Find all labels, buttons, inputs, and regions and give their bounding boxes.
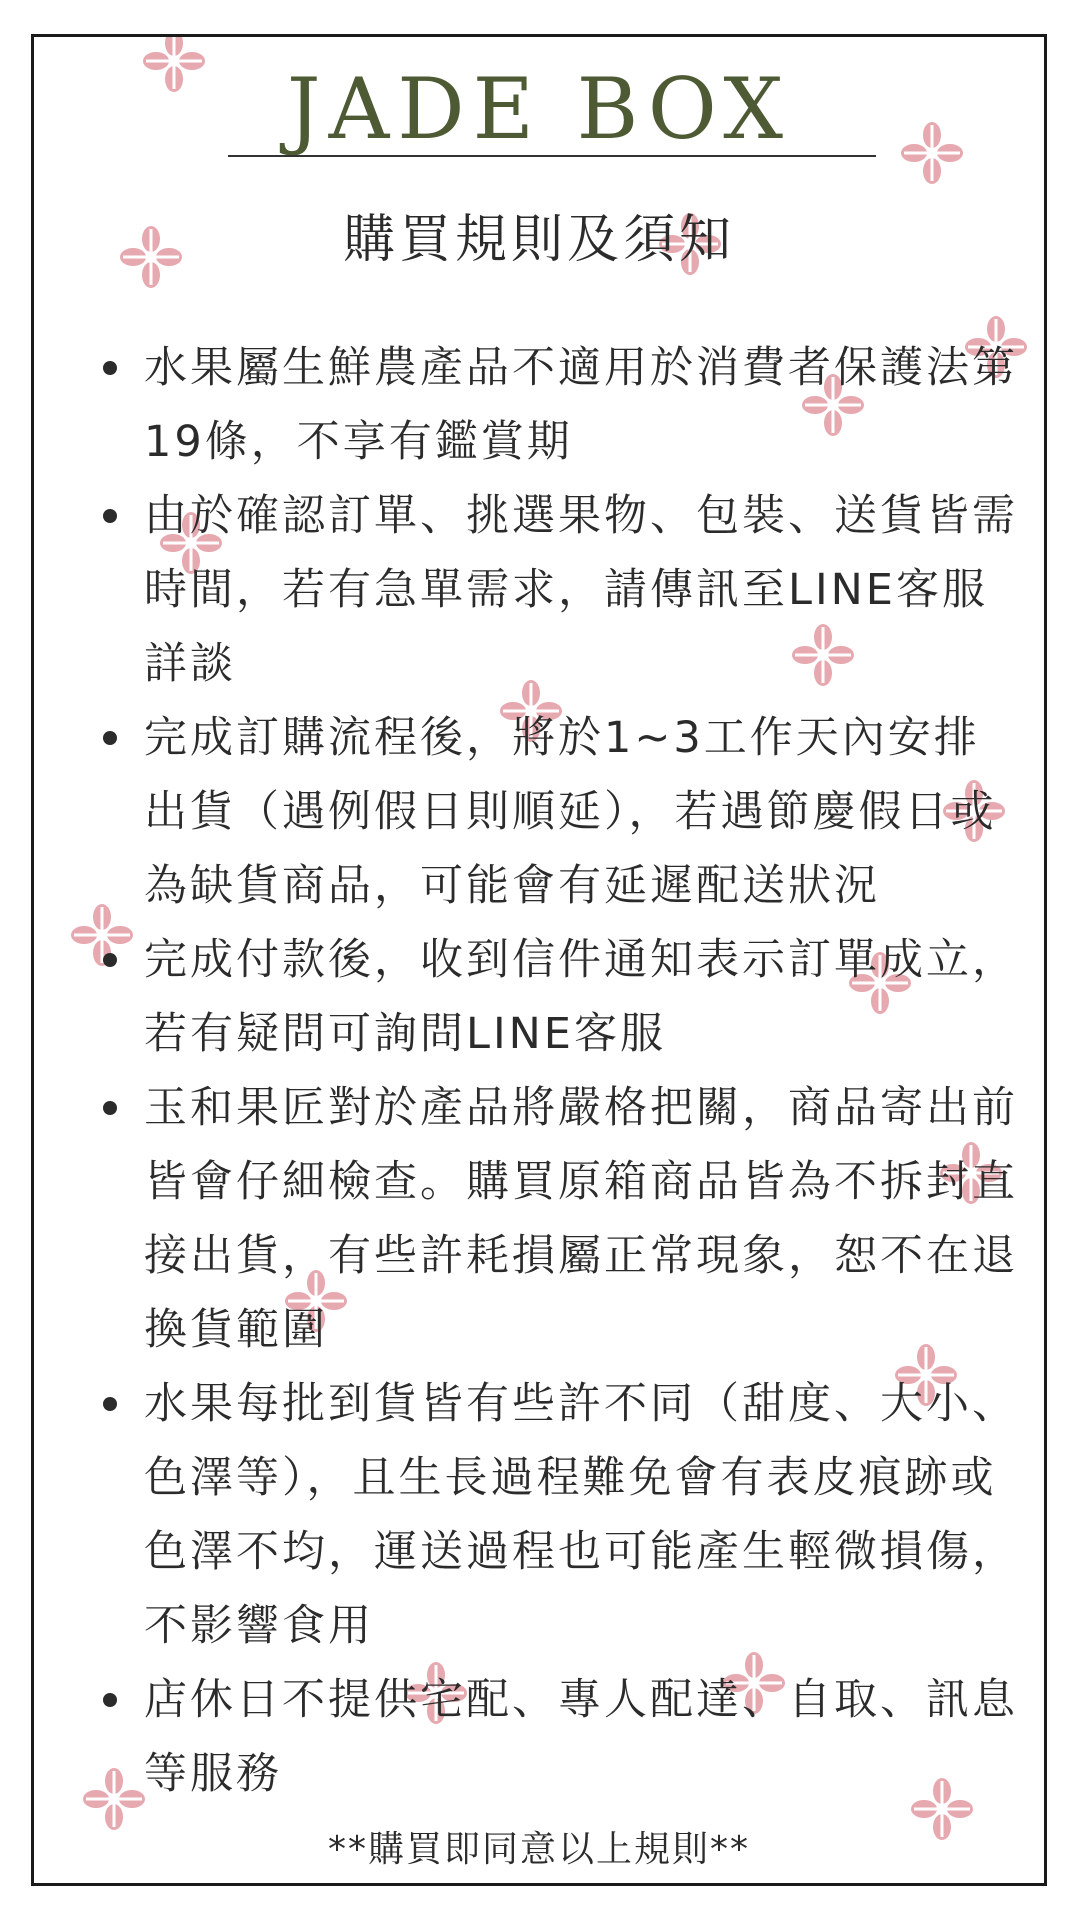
bullet-icon [103, 509, 117, 523]
bullet-icon [103, 1101, 117, 1115]
rule-text: 完成付款後，收到信件通知表示訂單成立，若有疑問可詢問LINE客服 [144, 935, 1018, 1059]
list-item [89, 1071, 1024, 1367]
rule-text: 由於確認訂單、挑選果物、包裝、送貨皆需時間，若有急單需求，請傳訊至LINE客服詳談 [144, 491, 1018, 689]
bullet-icon [103, 361, 117, 375]
page-title: 購買規則及須知 [342, 210, 735, 270]
list-item [89, 1367, 1024, 1663]
list-item [89, 701, 1024, 923]
notice-content [34, 37, 1044, 1883]
title-divider [228, 155, 876, 157]
rule-text: 玉和果匠對於產品將嚴格把關，商品寄出前皆會仔細檢查。購買原箱商品皆為不拆封直接出貨，有些許耗損屬正常現象，恕不在退換貨範圍 [144, 1083, 1018, 1355]
brand-title: JADE BOX [286, 60, 792, 158]
agreement-note: **購買即同意以上規則** [327, 1829, 750, 1870]
list-item [89, 923, 1024, 1071]
list-item [89, 479, 1024, 701]
bullet-icon [103, 1693, 117, 1707]
rules-list [89, 331, 1024, 1811]
bullet-icon [103, 1397, 117, 1411]
rule-text: 完成訂購流程後，將於1~3工作天內安排出貨（遇例假日則順延），若遇節慶假日或為缺貨商品，可能會有延遲配送狀況 [144, 713, 997, 911]
list-item [89, 1663, 1024, 1811]
bullet-icon [103, 731, 117, 745]
rule-text: 店休日不提供宅配、專人配達、自取、訊息等服務 [144, 1675, 1018, 1799]
bullet-icon [103, 953, 117, 967]
rule-text: 水果屬生鮮農產品不適用於消費者保護法第19條，不享有鑑賞期 [144, 343, 1018, 467]
notice-card [31, 34, 1047, 1886]
list-item [89, 331, 1024, 479]
rule-text: 水果每批到貨皆有些許不同（甜度、大小、色澤等），且生長過程難免會有表皮痕跡或色澤不均，運送過程也可能產生輕微損傷，不影響食用 [144, 1379, 1018, 1651]
